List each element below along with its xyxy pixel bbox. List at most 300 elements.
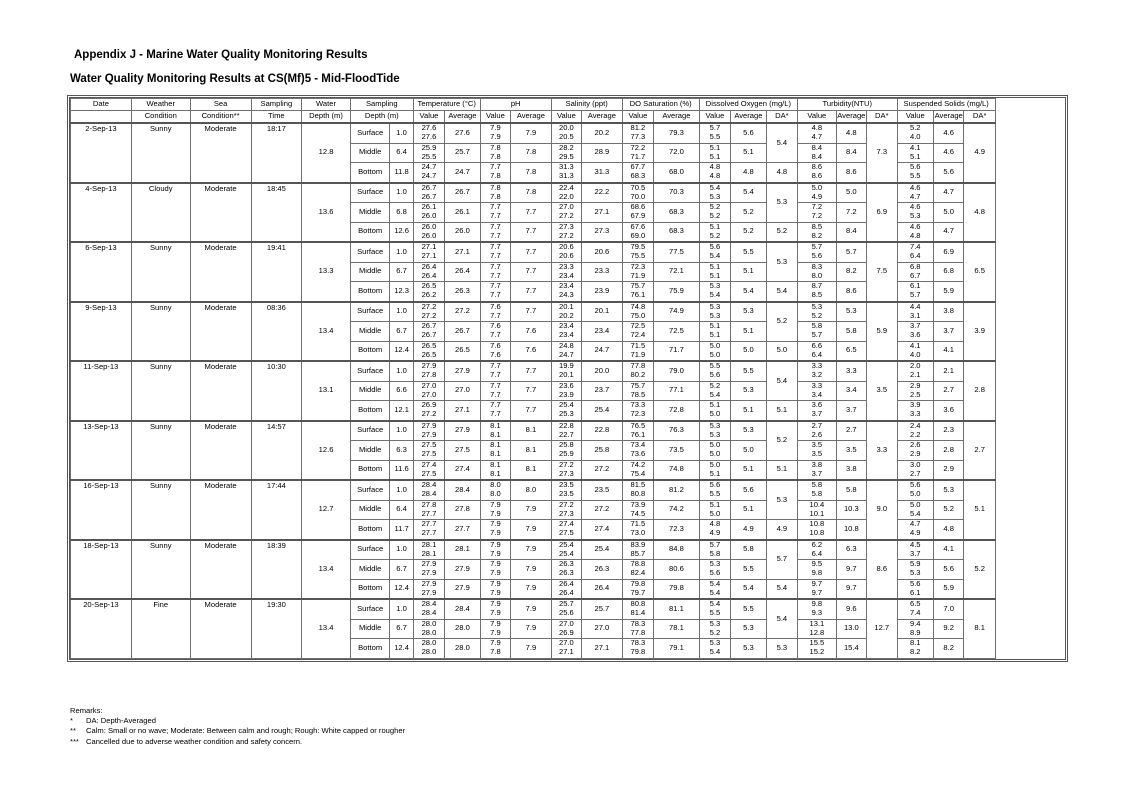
salinity-value-cell: [551, 322, 581, 342]
salinity-reading: 22.7: [558, 429, 574, 439]
suspended-solids-average-cell: 8.2: [934, 639, 964, 659]
sampling-level-cell: Middle: [350, 619, 390, 639]
do-saturation-reading: 72.5: [630, 321, 646, 331]
weather-cell: Sunny: [131, 123, 190, 183]
date-cell: 2-Sep-13: [71, 123, 132, 183]
do-depth-average-cell: 5.4: [766, 599, 797, 639]
dissolved-oxygen-value-cell: [699, 480, 730, 500]
do-bottom-cell: 5.3: [766, 639, 797, 659]
turbidity-value-cell: [798, 123, 837, 143]
temperature-value-cell: [413, 302, 444, 322]
temperature-average-cell: 27.9: [445, 560, 481, 580]
sampling-level-cell: Bottom: [350, 520, 390, 540]
turbidity-average-cell: 15.4: [836, 639, 866, 659]
do-saturation-value-cell: [622, 163, 653, 183]
turbidity-value-cell: [798, 341, 837, 361]
turbidity-value-cell: [798, 282, 837, 302]
date-cell: 4-Sep-13: [71, 183, 132, 243]
do-saturation-average-cell: 68.3: [654, 203, 700, 223]
do-saturation-average-cell: 73.5: [654, 441, 700, 461]
do-saturation-value-cell: [622, 460, 653, 480]
temperature-reading: 27.2: [421, 301, 437, 311]
dissolved-oxygen-average-cell: 5.1: [731, 322, 766, 342]
salinity-value-cell: [551, 222, 581, 242]
dissolved-oxygen-reading: 5.1: [709, 222, 721, 231]
ph-average-cell: 7.7: [511, 242, 552, 262]
suspended-solids-reading: 8.2: [909, 647, 921, 657]
dissolved-oxygen-average-cell: 5.5: [731, 361, 766, 381]
temperature-reading: 26.9: [421, 400, 437, 410]
salinity-value-cell: [551, 421, 581, 441]
dissolved-oxygen-average-cell: 5.2: [731, 222, 766, 242]
dissolved-oxygen-reading: 5.1: [709, 500, 721, 509]
suspended-solids-reading: 2.2: [909, 429, 921, 439]
suspended-solids-value-cell: [897, 540, 934, 560]
ph-average-cell: 7.6: [511, 341, 552, 361]
suspended-solids-value-cell: [897, 639, 934, 659]
salinity-reading: 23.4: [558, 330, 574, 340]
turbidity-average-cell: 13.0: [836, 619, 866, 639]
ph-reading: 7.7: [490, 230, 501, 240]
turbidity-average-cell: 9.6: [836, 599, 866, 619]
suspended-solids-average-cell: 5.9: [934, 579, 964, 599]
suspended-solids-average-cell: 5.0: [934, 203, 964, 223]
sampling-level-cell: Middle: [350, 203, 390, 223]
turbidity-reading: 8.4: [811, 143, 823, 152]
temperature-reading: 27.9: [421, 361, 437, 371]
turbidity-reading: 3.3: [811, 361, 823, 371]
temperature-reading: 27.2: [421, 409, 437, 419]
turbidity-average-cell: 6.3: [836, 540, 866, 560]
turbidity-reading: 8.5: [811, 290, 823, 300]
ph-value-cell: [480, 639, 510, 659]
sampling-depth-cell: 1.0: [390, 480, 413, 500]
temperature-reading: 28.4: [421, 480, 437, 490]
remarks: [70, 706, 405, 747]
salinity-average-cell: 20.0: [582, 361, 623, 381]
turbidity-value-cell: [798, 500, 837, 520]
turbidity-depth-average-cell: 8.6: [867, 540, 897, 600]
ph-reading: 7.9: [490, 559, 501, 569]
remark-marker: *: [70, 716, 73, 726]
ph-reading: 7.8: [490, 191, 501, 201]
remark-line: [70, 716, 405, 726]
turbidity-reading: 3.7: [811, 468, 823, 478]
dissolved-oxygen-reading: 5.2: [709, 202, 721, 212]
turbidity-average-cell: 5.8: [836, 480, 866, 500]
ph-reading: 7.9: [490, 619, 501, 628]
ph-value-cell: [480, 460, 510, 480]
temperature-value-cell: [413, 222, 444, 242]
salinity-average-cell: 25.4: [582, 401, 623, 421]
suspended-solids-reading: 3.1: [909, 310, 921, 320]
suspended-solids-average-cell: 2.8: [934, 441, 964, 461]
salinity-reading: 27.2: [558, 211, 574, 221]
do-saturation-reading: 76.1: [630, 429, 646, 439]
turbidity-value-cell: [798, 183, 837, 203]
suspended-solids-average-cell: 4.7: [934, 222, 964, 242]
turbidity-reading: 5.8: [811, 321, 823, 331]
table-row: [71, 123, 1065, 143]
do-saturation-reading: 68.3: [630, 171, 646, 181]
turbidity-value-cell: [798, 361, 837, 381]
ph-header: pH: [480, 99, 551, 111]
sampling-level-cell: Surface: [350, 361, 390, 381]
sampling-depth-cell: 6.6: [390, 381, 413, 401]
do-saturation-average-cell: 70.3: [654, 183, 700, 203]
suspended-solids-reading: 8.1: [909, 638, 921, 648]
suspended-solids-reading: 6.1: [909, 281, 921, 291]
sampling-depth-cell: 1.0: [390, 421, 413, 441]
do-saturation-reading: 78.5: [630, 389, 646, 399]
salinity-reading: 28.2: [558, 143, 574, 152]
suspended-solids-value-cell: [897, 480, 934, 500]
dissolved-oxygen-average-cell: 4.9: [731, 520, 766, 540]
suspended-solids-reading: 3.9: [909, 400, 921, 410]
suspended-solids-reading: 6.1: [909, 587, 921, 597]
dissolved-oxygen-reading: 5.0: [709, 449, 721, 459]
sea-header: Sea: [190, 99, 251, 111]
suspended-solids-average-cell: 2.7: [934, 381, 964, 401]
turbidity-depth-average-cell: 12.7: [867, 599, 897, 658]
suspended-solids-value-cell: [897, 381, 934, 401]
turbidity-reading: 9.7: [811, 579, 823, 588]
ss-depth-average-cell: 4.8: [964, 183, 995, 243]
salinity-value-cell: [551, 500, 581, 520]
temperature-reading: 27.0: [421, 389, 437, 399]
temperature-reading: 27.9: [421, 587, 437, 597]
temperature-reading: 27.9: [421, 420, 437, 430]
dissolved-oxygen-reading: 5.5: [709, 489, 721, 499]
ph-average-cell: 7.9: [511, 500, 552, 520]
ph-reading: 8.1: [490, 468, 501, 478]
ph-reading: 7.9: [490, 132, 501, 142]
temperature-value-cell: [413, 282, 444, 302]
ph-average-cell: 7.7: [511, 203, 552, 223]
do-saturation-value-cell: [622, 441, 653, 461]
temperature-reading: 27.4: [421, 460, 437, 469]
salinity-reading: 23.9: [558, 389, 574, 399]
dissolved-oxygen-average-cell: 5.1: [731, 401, 766, 421]
suspended-solids-value-cell: [897, 222, 934, 242]
table-body: [71, 123, 1065, 658]
dissolved-oxygen-reading: 5.8: [709, 548, 721, 558]
ph-value-cell: [480, 441, 510, 461]
dissolved-oxygen-value-cell: [699, 302, 730, 322]
suspended-solids-average-cell: 5.3: [934, 480, 964, 500]
do-saturation-reading: 83.9: [630, 539, 646, 549]
salinity-value-cell: [551, 361, 581, 381]
sampling-depth-cell: 6.7: [390, 619, 413, 639]
turbidity-reading: 5.8: [811, 480, 823, 490]
turbidity-average-cell: 4.8: [836, 123, 866, 143]
ph-reading: 7.8: [490, 182, 501, 192]
ph-value-cell: [480, 500, 510, 520]
turbidity-reading: 5.3: [811, 301, 823, 311]
temperature-average-cell: 28.1: [445, 540, 481, 560]
dissolved-oxygen-value-cell: [699, 421, 730, 441]
subheader-cell: DA*: [867, 111, 897, 124]
water-depth-header: Water: [302, 99, 351, 111]
turbidity-reading: 10.4: [809, 500, 825, 509]
turbidity-depth-average-cell: 3.3: [867, 421, 897, 481]
ph-reading: 7.7: [490, 361, 501, 371]
dissolved-oxygen-average-cell: 5.4: [731, 183, 766, 203]
do-saturation-average-cell: 68.0: [654, 163, 700, 183]
do-saturation-reading: 67.7: [630, 162, 646, 172]
sampling-depth-header: Sampling: [350, 99, 413, 111]
salinity-reading: 20.1: [558, 301, 574, 311]
do-bottom-cell: 5.4: [766, 579, 797, 599]
temperature-reading: 28.0: [421, 647, 437, 657]
header-row-primary: [71, 99, 1065, 111]
do-saturation-average-cell: 72.8: [654, 401, 700, 421]
remarks-title: Remarks:: [70, 706, 103, 715]
water-depth-cell: 12.6: [302, 421, 351, 481]
suspended-solids-reading: 2.9: [909, 381, 921, 390]
date-header: Date: [71, 99, 132, 111]
ph-reading: 7.6: [490, 321, 501, 331]
turbidity-reading: 3.5: [811, 440, 823, 450]
temperature-average-cell: 27.1: [445, 401, 481, 421]
turbidity-value-cell: [798, 619, 837, 639]
dissolved-oxygen-reading: 5.1: [709, 330, 721, 340]
turbidity-reading: 6.6: [811, 341, 823, 350]
dissolved-oxygen-reading: 4.9: [709, 528, 721, 538]
do-saturation-reading: 80.2: [630, 370, 646, 380]
temperature-average-cell: 27.5: [445, 441, 481, 461]
sampling-level-cell: Middle: [350, 560, 390, 580]
salinity-average-cell: 26.3: [582, 560, 623, 580]
temperature-average-cell: 26.1: [445, 203, 481, 223]
do-saturation-reading: 77.8: [630, 627, 646, 637]
dissolved-oxygen-average-cell: 5.6: [731, 123, 766, 143]
turbidity-reading: 7.2: [811, 211, 823, 221]
temperature-reading: 27.5: [421, 440, 437, 450]
turbidity-value-cell: [798, 560, 837, 580]
do-saturation-reading: 76.1: [630, 290, 646, 300]
turbidity-reading: 9.3: [811, 608, 823, 618]
do-saturation-reading: 67.6: [630, 222, 646, 231]
dissolved-oxygen-reading: 5.2: [709, 211, 721, 221]
salinity-value-cell: [551, 619, 581, 639]
do-saturation-reading: 73.0: [630, 528, 646, 538]
weather-cell: Cloudy: [131, 183, 190, 243]
do-saturation-reading: 78.3: [630, 638, 646, 648]
dissolved-oxygen-average-cell: 5.3: [731, 619, 766, 639]
turbidity-average-cell: 3.5: [836, 441, 866, 461]
turbidity-average-cell: 8.4: [836, 222, 866, 242]
sampling-depth-cell: 6.4: [390, 500, 413, 520]
do-saturation-reading: 73.9: [630, 500, 646, 509]
suspended-solids-value-cell: [897, 500, 934, 520]
do-saturation-value-cell: [622, 401, 653, 421]
salinity-reading: 25.4: [558, 400, 574, 410]
dissolved-oxygen-average-cell: 5.4: [731, 579, 766, 599]
ph-value-cell: [480, 480, 510, 500]
ph-average-cell: 7.7: [511, 222, 552, 242]
suspended-solids-value-cell: [897, 460, 934, 480]
subheader-cell: Value: [897, 111, 934, 124]
suspended-solids-value-cell: [897, 361, 934, 381]
ph-reading: 7.7: [490, 330, 501, 340]
salinity-value-cell: [551, 183, 581, 203]
dissolved-oxygen-reading: 5.3: [709, 310, 721, 320]
weather-header: Weather: [131, 99, 190, 111]
subheader-cell: Value: [551, 111, 581, 124]
turbidity-reading: 9.7: [811, 587, 823, 597]
salinity-average-cell: 22.2: [582, 183, 623, 203]
sampling-time-cell: 08:36: [251, 302, 302, 362]
do-saturation-reading: 78.8: [630, 559, 646, 569]
dissolved-oxygen-average-cell: 5.3: [731, 639, 766, 659]
temperature-reading: 27.8: [421, 370, 437, 380]
salinity-value-cell: [551, 460, 581, 480]
suspended-solids-average-cell: 5.9: [934, 282, 964, 302]
suspended-solids-value-cell: [897, 163, 934, 183]
table-title: Water Quality Monitoring Results at CS(Mf)5 - Mid-FloodTide: [70, 73, 400, 85]
salinity-average-cell: 27.1: [582, 203, 623, 223]
do-saturation-reading: 74.2: [630, 460, 646, 469]
turbidity-reading: 8.6: [811, 171, 823, 181]
temperature-average-cell: 26.0: [445, 222, 481, 242]
dissolved-oxygen-reading: 5.5: [709, 608, 721, 618]
suspended-solids-average-cell: 2.9: [934, 460, 964, 480]
dissolved-oxygen-value-cell: [699, 560, 730, 580]
suspended-solids-header: Suspended Solids (mg/L): [897, 99, 995, 111]
sampling-level-cell: Bottom: [350, 639, 390, 659]
temperature-value-cell: [413, 242, 444, 262]
ph-value-cell: [480, 520, 510, 540]
temperature-value-cell: [413, 262, 444, 282]
salinity-reading: 25.3: [558, 409, 574, 419]
salinity-reading: 22.0: [558, 191, 574, 201]
ph-reading: 7.9: [490, 123, 501, 133]
subheader-cell: Average: [934, 111, 964, 124]
do-saturation-reading: 79.5: [630, 242, 646, 252]
ph-value-cell: [480, 381, 510, 401]
table-header: [71, 99, 1065, 124]
ph-reading: 7.9: [490, 528, 501, 538]
do-saturation-reading: 75.7: [630, 281, 646, 291]
dissolved-oxygen-reading: 5.7: [709, 123, 721, 133]
suspended-solids-reading: 5.0: [909, 489, 921, 499]
sampling-depth-cell: 6.7: [390, 262, 413, 282]
temperature-average-cell: 28.0: [445, 639, 481, 659]
turbidity-value-cell: [798, 401, 837, 421]
temperature-reading: 26.7: [421, 182, 437, 192]
suspended-solids-reading: 2.1: [909, 370, 921, 380]
temperature-reading: 26.5: [421, 341, 437, 350]
salinity-average-cell: 25.8: [582, 441, 623, 461]
turbidity-value-cell: [798, 460, 837, 480]
temperature-reading: 28.0: [421, 638, 437, 648]
do-saturation-average-cell: 79.8: [654, 579, 700, 599]
dissolved-oxygen-value-cell: [699, 322, 730, 342]
ph-reading: 8.1: [490, 420, 501, 430]
sampling-depth-cell: 6.8: [390, 203, 413, 223]
turbidity-value-cell: [798, 242, 837, 262]
salinity-average-cell: 20.1: [582, 302, 623, 322]
sampling-level-cell: Middle: [350, 381, 390, 401]
ph-reading: 8.1: [490, 449, 501, 459]
weather-cell: Fine: [131, 599, 190, 658]
do-saturation-reading: 72.3: [630, 262, 646, 271]
turbidity-reading: 6.4: [811, 349, 823, 359]
subheader-cell: Condition: [131, 111, 190, 124]
ph-value-cell: [480, 123, 510, 143]
dissolved-oxygen-average-cell: 5.1: [731, 143, 766, 163]
salinity-reading: 23.4: [558, 281, 574, 291]
suspended-solids-average-cell: 2.1: [934, 361, 964, 381]
do-saturation-value-cell: [622, 123, 653, 143]
salinity-value-cell: [551, 540, 581, 560]
temperature-value-cell: [413, 143, 444, 163]
salinity-reading: 22.8: [558, 420, 574, 430]
turbidity-reading: 3.4: [811, 389, 823, 399]
date-cell: 9-Sep-13: [71, 302, 132, 362]
temperature-value-cell: [413, 480, 444, 500]
salinity-reading: 24.7: [558, 349, 574, 359]
temperature-value-cell: [413, 639, 444, 659]
dissolved-oxygen-reading: 5.1: [709, 270, 721, 280]
salinity-reading: 25.7: [558, 599, 574, 609]
dissolved-oxygen-reading: 5.4: [709, 389, 721, 399]
dissolved-oxygen-reading: 5.4: [709, 182, 721, 192]
turbidity-reading: 10.8: [809, 528, 825, 538]
ph-value-cell: [480, 222, 510, 242]
temperature-value-cell: [413, 579, 444, 599]
temperature-reading: 25.9: [421, 143, 437, 152]
do-depth-average-cell: 5.4: [766, 361, 797, 401]
remark-marker: **: [70, 726, 76, 736]
suspended-solids-average-cell: 5.6: [934, 163, 964, 183]
temperature-reading: 27.9: [421, 429, 437, 439]
do-saturation-reading: 67.9: [630, 211, 646, 221]
dissolved-oxygen-average-cell: 5.5: [731, 560, 766, 580]
do-saturation-reading: 85.7: [630, 548, 646, 558]
suspended-solids-value-cell: [897, 560, 934, 580]
do-saturation-reading: 75.7: [630, 381, 646, 390]
dissolved-oxygen-value-cell: [699, 401, 730, 421]
sampling-depth-cell: 12.4: [390, 341, 413, 361]
salinity-reading: 27.1: [558, 647, 574, 657]
ss-depth-average-cell: 2.7: [964, 421, 995, 481]
turbidity-average-cell: 5.0: [836, 183, 866, 203]
salinity-reading: 20.2: [558, 310, 574, 320]
salinity-reading: 23.4: [558, 270, 574, 280]
salinity-average-cell: 20.6: [582, 242, 623, 262]
subheader-cell: Depth (m): [302, 111, 351, 124]
do-depth-average-cell: 5.4: [766, 123, 797, 163]
ph-average-cell: 7.7: [511, 401, 552, 421]
dissolved-oxygen-reading: 5.1: [709, 468, 721, 478]
weather-cell: Sunny: [131, 421, 190, 481]
dissolved-oxygen-average-cell: 5.0: [731, 341, 766, 361]
salinity-average-cell: 27.4: [582, 520, 623, 540]
do-saturation-value-cell: [622, 322, 653, 342]
salinity-reading: 27.0: [558, 638, 574, 648]
sampling-depth-cell: 1.0: [390, 361, 413, 381]
turbidity-reading: 5.0: [811, 182, 823, 192]
do-depth-average-cell: 5.3: [766, 480, 797, 520]
sampling-depth-cell: 11.8: [390, 163, 413, 183]
temperature-average-cell: 27.9: [445, 421, 481, 441]
dissolved-oxygen-average-cell: 5.1: [731, 460, 766, 480]
ph-value-cell: [480, 203, 510, 223]
do-saturation-reading: 79.8: [630, 579, 646, 588]
ph-reading: 7.7: [490, 242, 501, 252]
